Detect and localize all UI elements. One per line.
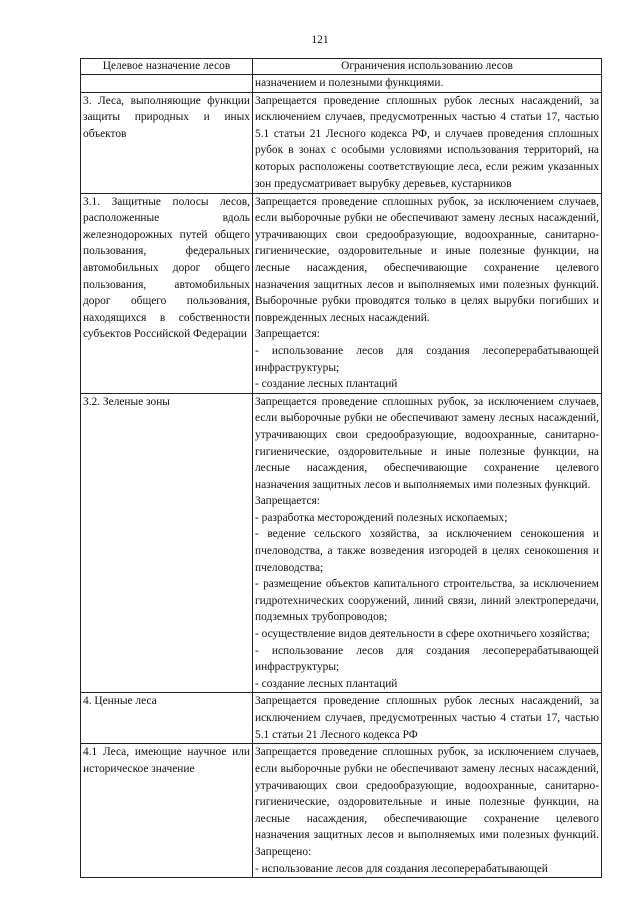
cell-purpose: 3.1. Защитные полосы лесов, расположенные вдоль железнодорожных путей общего пользования, федеральных автомобильных дорог общего пользования, автомобильных дорог общего пользования, находящихся в собственности субъектов Российской Федерации — [81, 193, 253, 393]
page-number: 121 — [311, 34, 329, 46]
header-purpose: Целевое назначение лесов — [81, 59, 253, 75]
cell-purpose: 4.1 Леса, имеющие научное или историческое значение — [81, 744, 253, 878]
table-row — [81, 744, 602, 878]
table-header-row — [81, 59, 602, 75]
restriction-paragraph: - использование лесов для создания лесоперерабатывающей — [255, 862, 548, 875]
cell-purpose: 3.2. Зеленые зоны — [81, 393, 253, 693]
restriction-paragraph: Запрещается проведение сплошных рубок, за исключением случаев, если выборочные рубки не обеспечивают замену лесных насаждений, утрачивающих свои средообразующие, водоохранные, санитарно-гигиенические, оздоровительные и иные полезные функции, на лесные насаждения, обеспечивающие сохранение целевого назначения защитных лесов и выполняемых ими полезных функций. Выборочные рубки проводятся только в целях вырубки погибших и поврежденных лесных насаждений. — [255, 195, 599, 324]
cell-restrictions — [253, 393, 602, 693]
table-row — [81, 92, 602, 193]
restriction-paragraph: - размещение объектов капитального строительства, за исключением гидротехнических сооружений, линий связи, линий электропередачи, подземных трубопроводов; — [255, 578, 599, 624]
cell-restrictions — [253, 92, 602, 193]
restriction-paragraph: Запрещается: — [255, 328, 320, 341]
table-row-continuation — [81, 75, 602, 93]
restriction-paragraph: - создание лесных плантаций — [255, 677, 398, 690]
cell-restrictions — [253, 193, 602, 393]
restriction-paragraph: Запрещается проведение сплошных рубок, за исключением случаев, если выборочные рубки не обеспечивают замену лесных насаждений, утрачивающих свои средообразующие, водоохранные, санитарно-гигиенические, оздоровительные и иные полезные функции, на лесные насаждения, обеспечивающие сохранение целевого назначения защитных лесов и выполняемых ими полезных функций. Запрещено: — [255, 746, 599, 858]
cell-purpose: 4. Ценные леса — [81, 693, 253, 744]
restriction-paragraph: Запрещается проведение сплошных рубок лесных насаждений, за исключением случаев, предусмотренных частью 4 статьи 17, частью 5.1 статьи 21 Лесного кодекса РФ, и случаев проведения сплошных рубок в зонах с особыми условиями использования территорий, на которых расположены соответствующие леса, если режим указанных зон предусматривает вырубку деревьев, кустарников — [255, 94, 599, 190]
restriction-paragraph: - ведение сельского хозяйства, за исключением сенокошения и пчеловодства, а также возведения изгородей в целях сенокошения и пчеловодства; — [255, 528, 599, 574]
restriction-paragraph: - использование лесов для создания лесоперерабатывающей инфраструктуры; — [255, 644, 599, 674]
header-restrictions: Ограничения использованию лесов — [253, 59, 602, 75]
table-row — [81, 393, 602, 693]
restriction-paragraph: Запрещается проведение сплошных рубок лесных насаждений, за исключением случаев, предусмотренных частью 4 статьи 17, частью 5.1 статьи 21 Лесного кодекса РФ — [255, 695, 599, 741]
cell-purpose — [81, 75, 253, 93]
cell-restrictions — [253, 744, 602, 878]
forest-restrictions-table — [80, 58, 602, 878]
restriction-paragraph: - осуществление видов деятельности в сфере охотничьего хозяйства; — [255, 628, 590, 641]
restriction-paragraph: - разработка месторождений полезных ископаемых; — [255, 511, 508, 524]
table-row — [81, 693, 602, 744]
restriction-paragraph: Запрещается проведение сплошных рубок, за исключением случаев, если выборочные рубки не обеспечивают замену лесных насаждений, утрачивающих свои средообразующие, водоохранные, санитарно-гигиенические, оздоровительные и иные полезные функции, на лесные насаждения, обеспечивающие сохранение целевого назначения защитных лесов и выполняемых ими полезных функций. — [255, 395, 599, 491]
restriction-paragraph: Запрещается: — [255, 495, 320, 508]
cell-restrictions — [253, 693, 602, 744]
restriction-paragraph: - использование лесов для создания лесоперерабатывающей инфраструктуры; — [255, 344, 599, 374]
cell-purpose: 3. Леса, выполняющие функции защиты природных и иных объектов — [81, 92, 253, 193]
continuation-text: назначением и полезными функциями. — [255, 77, 444, 89]
restriction-paragraph: - создание лесных плантаций — [255, 378, 398, 391]
table-row — [81, 193, 602, 393]
cell-restrictions — [253, 75, 602, 93]
